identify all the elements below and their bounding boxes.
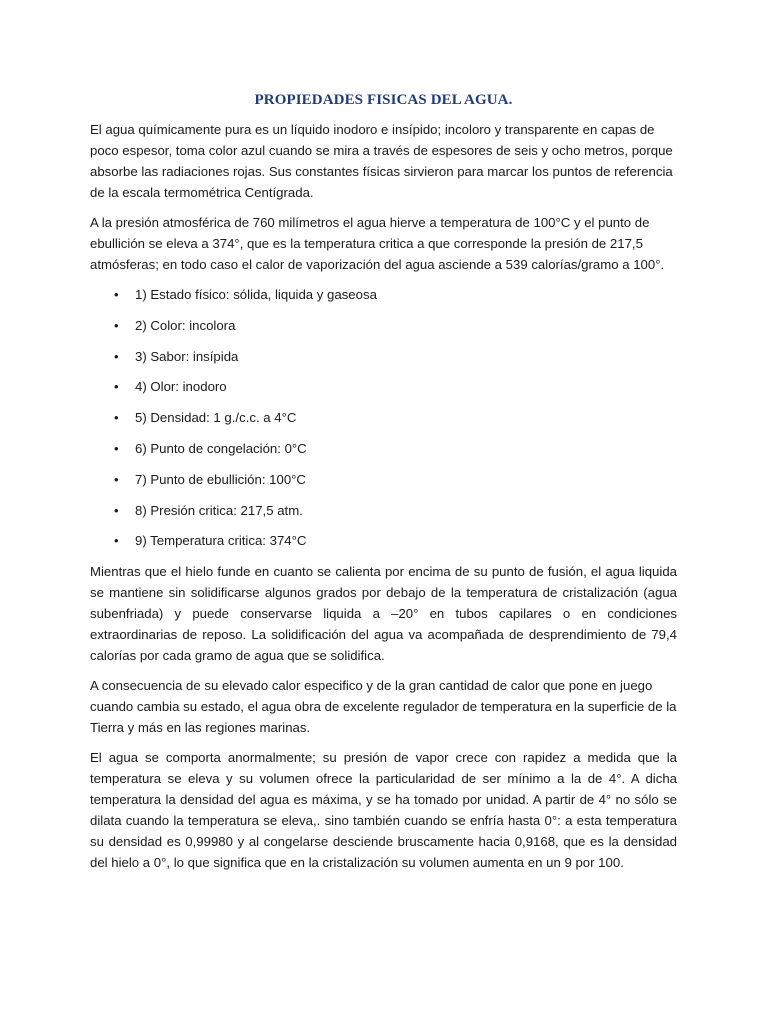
paragraph-boiling-point: A la presión atmosférica de 760 milímetros el agua hierve a temperatura de 100°C y el punto de ebullición se eleva a 374°, que es la temperatura critica a que corresponde la presión de 217,5 atmósferas; en todo caso el calor de vaporización del agua asciende a 539 calorías/gramo a 100°. xyxy=(90,215,665,272)
list-item xyxy=(90,376,677,397)
bullet-icon: • xyxy=(114,287,119,302)
list-item-text: 1) Estado físico: sólida, liquida y gaseosa xyxy=(135,287,377,302)
list-item-text: 7) Punto de ebullición: 100°C xyxy=(135,471,306,487)
list-item xyxy=(90,438,677,459)
bullet-icon: • xyxy=(114,348,119,364)
list-item-text: 2) Color: incolora xyxy=(135,317,236,333)
page-title: PROPIEDADES FISICAS DEL AGUA. xyxy=(254,92,513,108)
list-item xyxy=(90,407,677,428)
document-page xyxy=(90,92,677,882)
list-item-text: 4) Olor: inodoro xyxy=(135,379,227,395)
paragraph-supercooling: Mientras que el hielo funde en cuanto se calienta por encima de su punto de fusión, el agua liquida se mantiene sin solidificarse algunos grados por debajo de la temperatura de cristalización (agua subenfriada) y puede conservarse liquida a –20° en tubos capilares o en condiciones extraordinarias de reposo. La solidificación del agua va acompañada de desprendimiento de 79,4 calorías por cada gramo de agua que se solidifica. xyxy=(90,564,677,664)
bullet-icon: • xyxy=(114,379,119,395)
bullet-icon: • xyxy=(114,502,119,518)
list-item-text: 6) Punto de congelación: 0°C xyxy=(135,440,307,456)
paragraph-density-anomaly: El agua se comporta anormalmente; su presión de vapor crece con rapidez a medida que la temperatura se eleva y su volumen ofrece la particularidad de ser mínimo a la de 4°. A dicha temperatura la densidad del agua es máxima, y se ha tomado por unidad. A partir de 4° no sólo se dilata cuando la temperatura se eleva,. sino también cuando se enfría hasta 0°: a esta temperatura su densidad es 0,99980 y al congelarse desciende bruscamente hacia 0,9168, que es la densidad del hielo a 0°, lo que significa que en la cristalización su volumen aumenta en un 9 por 100. xyxy=(90,750,677,871)
paragraph-specific-heat: A consecuencia de su elevado calor especifico y de la gran cantidad de calor que pone en juego cuando cambia su estado, el agua obra de excelente regulador de temperatura en la superficie de la Tierra y más en las regiones marinas. xyxy=(90,678,677,736)
bullet-icon: • xyxy=(114,317,119,333)
list-item xyxy=(90,284,677,305)
list-item xyxy=(90,469,677,490)
bullet-icon: • xyxy=(114,533,119,549)
list-item xyxy=(90,346,677,367)
list-item xyxy=(90,500,677,521)
list-item xyxy=(90,315,677,336)
properties-list xyxy=(90,284,677,551)
bullet-icon: • xyxy=(114,410,119,426)
list-item-text: 9) Temperatura critica: 374°C xyxy=(135,533,307,549)
list-item-text: 3) Sabor: insípida xyxy=(135,348,239,364)
list-item-text: 8) Presión critica: 217,5 atm. xyxy=(135,502,303,518)
list-item-text: 5) Densidad: 1 g./c.c. a 4°C xyxy=(135,410,297,426)
paragraph-intro: El agua químicamente pura es un líquido inodoro e insípido; incoloro y transparente en capas de poco espesor, toma color azul cuando se mira a través de espesores de seis y ocho metros, porque absorbe las radiaciones rojas. Sus constantes físicas sirvieron para marcar los puntos de referencia de la escala termométrica Centígrada. xyxy=(90,122,673,200)
bullet-icon: • xyxy=(114,440,119,456)
bullet-icon: • xyxy=(114,471,119,487)
list-item xyxy=(90,530,677,551)
